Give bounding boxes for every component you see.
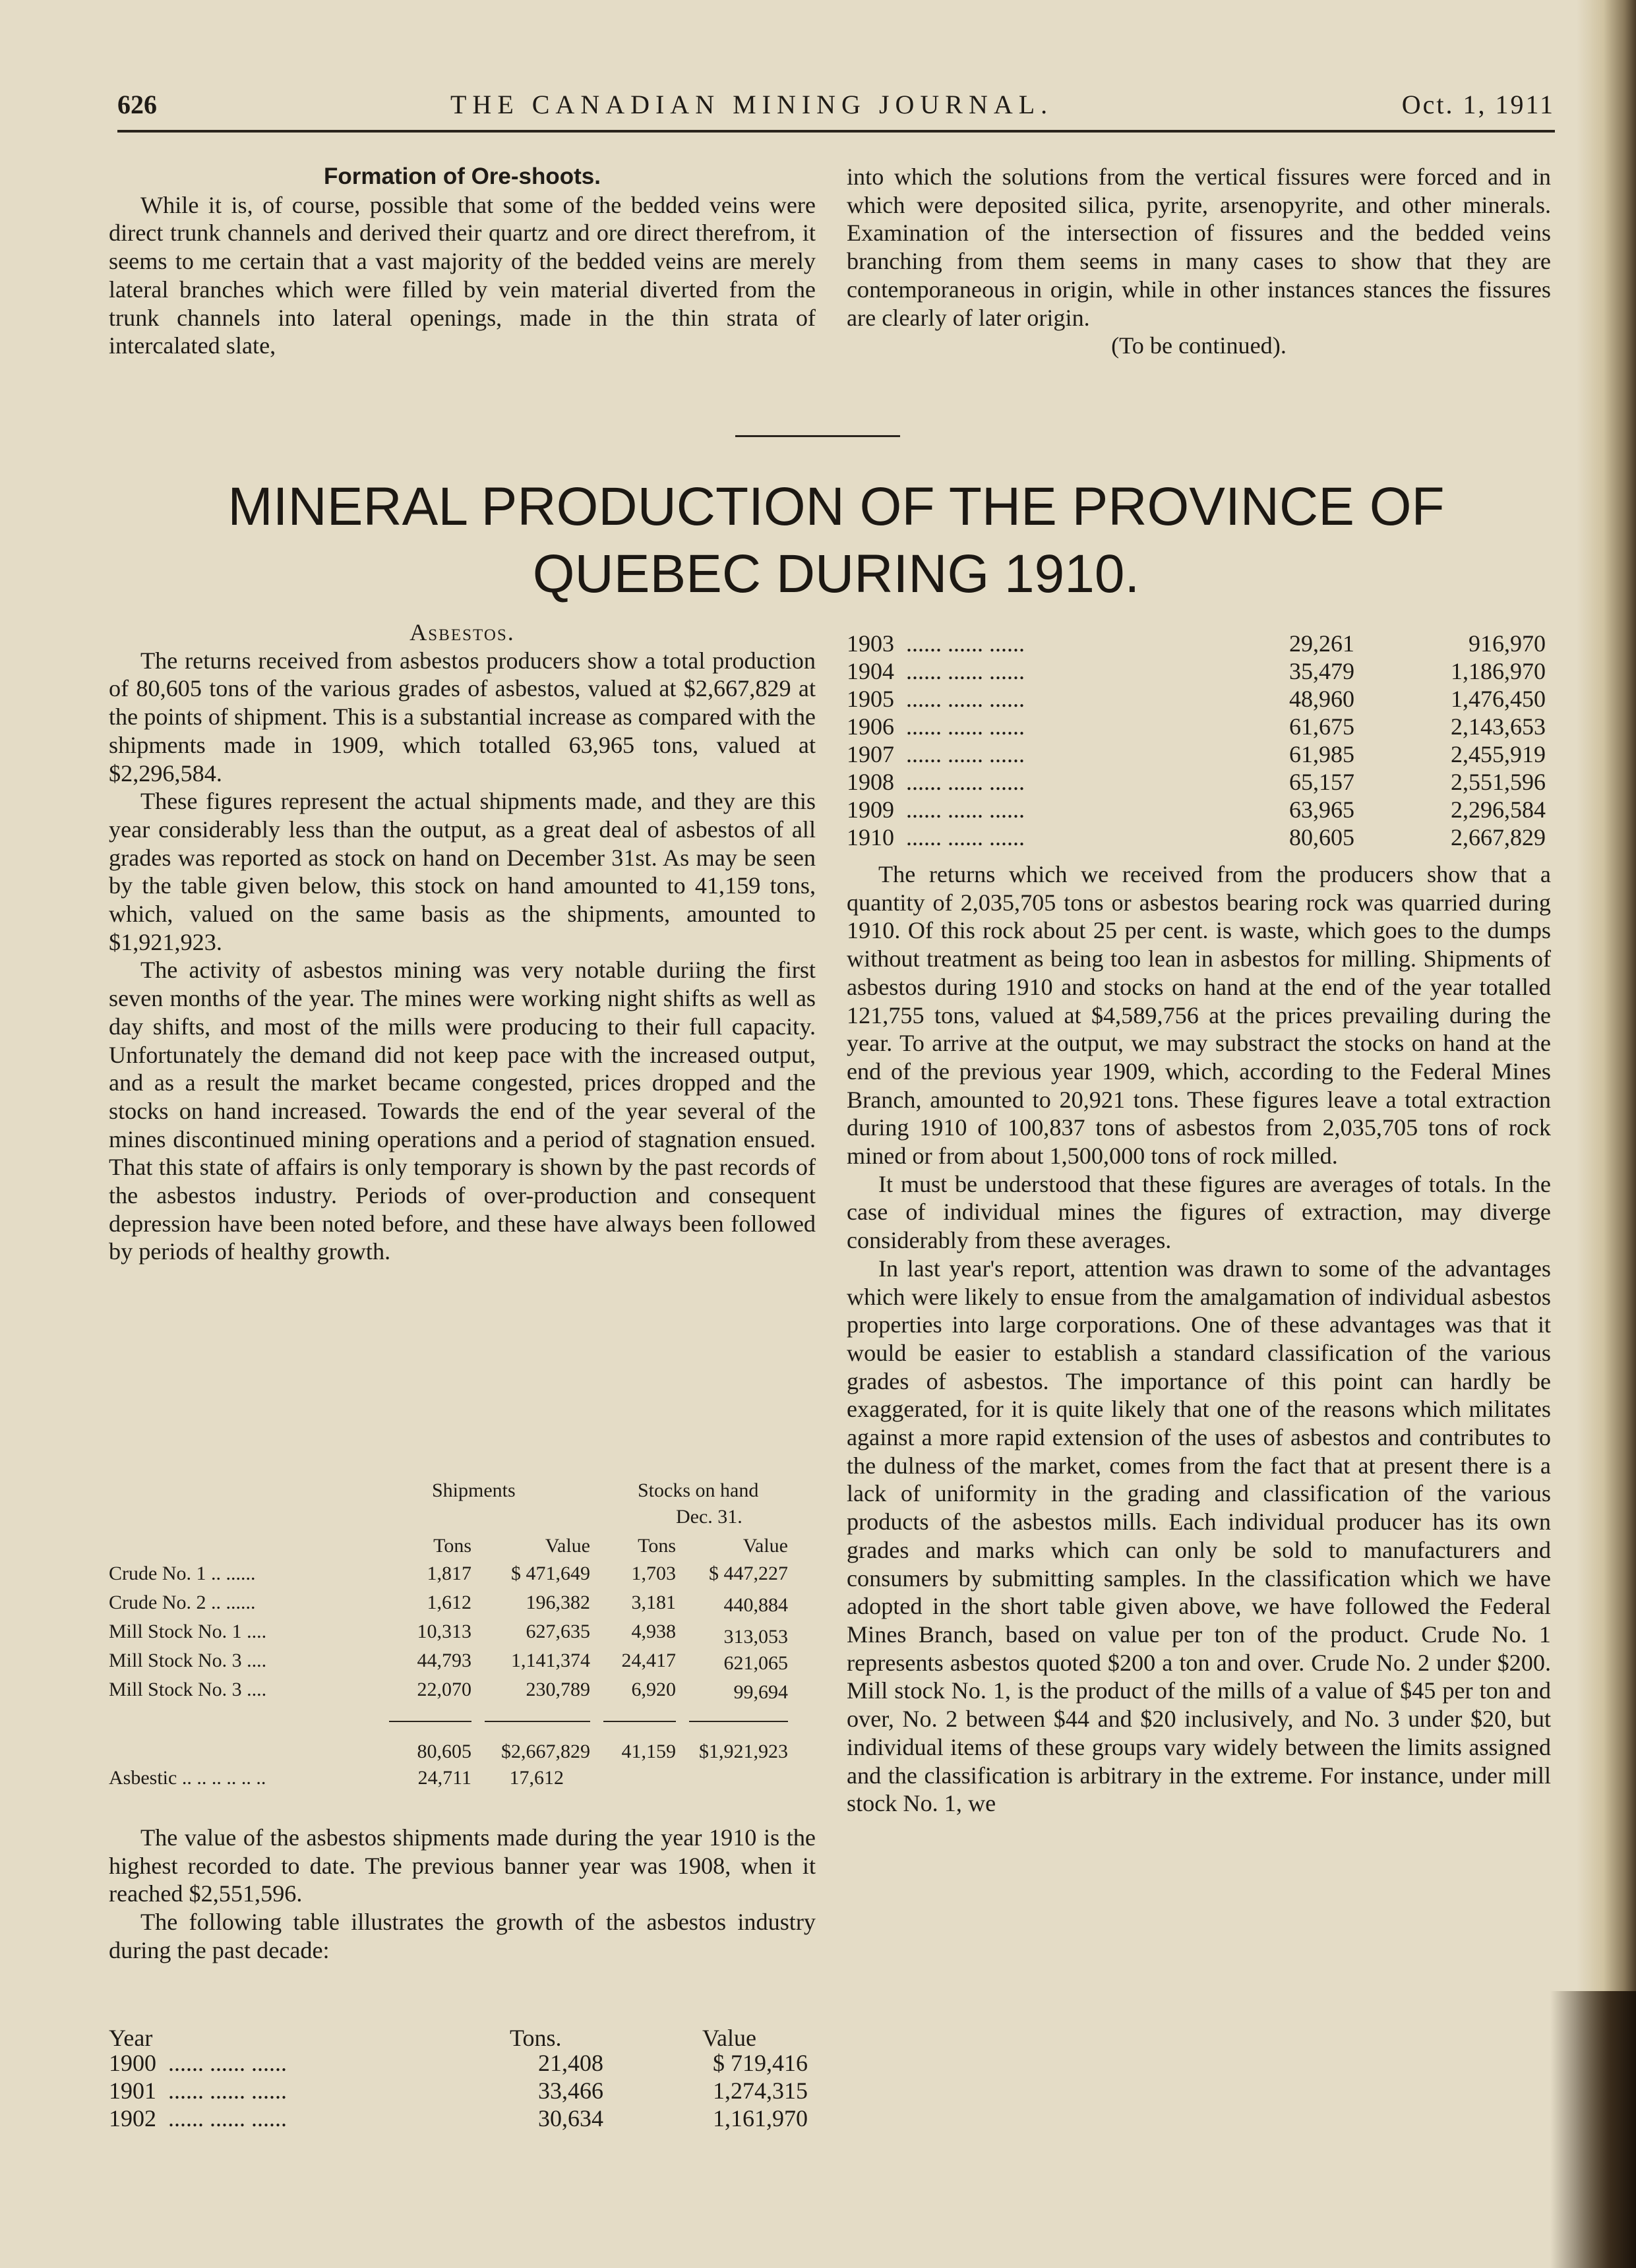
title-line-1: MINERAL PRODUCTION OF THE PROVINCE OF (227, 477, 1445, 537)
paragraph: In last year's report, attention was drawn to some of the advantages which were likely to ensue from the amalgamation of individual asbestos properties into large corporations. One of these advantages was that it would be easier to establish a standard classification of the various grades of asbestos. The importance of this point can hardly be exaggerated, for it is quite likely that one of the reasons which militates against a more rapid extension of the uses of asbestos and contributes to the dulness of the market, comes from the fact that at present there is a lack of uniformity in the grading and classification of the various products of the asbestos mills. Each individual producer has its own grades and marks which can only be sold to manufacturers and consumers by submitting samples. In the classification which we have adopted in the short table given above, we have followed the Federal Mines Branch, based on value per ton of the product. Crude No. 1 represents asbestos quoted $200 a ton and over. Crude No. 2 under $200. Mill stock No. 1, is the product of the mills of a value of $45 per ton and over, No. 2 between $44 and $20 inclusively, and No. 3 under $20, but individual items of these groups vary widely between the limits assigned and the classification is arbitrary in the extreme. For instance, under mill stock No. 1, we (847, 1255, 1551, 1817)
paragraph: The returns received from asbestos producers show a total production of 80,605 tons of the various grades of asbestos, valued at $2,667,829 at the points of shipment. This is a substantial increase as compared with the shipments made in 1909, which totalled 63,965 tons, valued at $2,296,584. (109, 647, 816, 787)
tons-cell: 33,466 (538, 2077, 603, 2104)
total-cell: $2,667,829 (501, 1741, 590, 1762)
paragraph: These figures represent the actual shipments made, and they are this year considerably less than the output, as a great deal of asbestos of all grades was reported as stock on hand on December 31st. As may be seen by the table given below, this stock on hand amounted to 41,159 tons, which, valued on the same basis as the shipments, amounted to $1,921,923. (109, 788, 816, 955)
cell: 627,635 (526, 1621, 590, 1642)
year-cell: 1902 (109, 2105, 156, 2132)
column-header: Value (545, 1535, 590, 1557)
paragraph: While it is, of course, possible that some of the bedded veins were direct trunk channels and derived their quartz and ore direct therefrom, it seems to me certain that a vast majority of the bedded veins are merely lateral branches which were filled by vein material diverted from the trunk channels into lateral openings, made in the thin strata of intercalated slate, (109, 191, 816, 359)
page-edge-shadow (1577, 0, 1636, 2268)
year-cell: 1904 (847, 658, 894, 684)
header-rule (117, 130, 1555, 133)
grade-label: Mill Stock No. 3 .... (109, 1679, 267, 1700)
leader-dots: ...... ...... ...... (168, 2050, 287, 2076)
grade-label: Crude No. 1 .. ...... (109, 1563, 256, 1584)
value-cell: 916,970 (1469, 630, 1546, 657)
value-cell: 1,476,450 (1451, 686, 1546, 712)
cell: 1,141,374 (511, 1650, 590, 1671)
column-header: Value (742, 1535, 788, 1557)
year-cell: 1907 (847, 741, 894, 767)
cell: 1,817 (427, 1563, 471, 1584)
cell: 10,313 (417, 1621, 471, 1642)
value-cell: 1,186,970 (1451, 658, 1546, 684)
section-heading: Asbestos. (409, 619, 515, 645)
value-cell: 2,143,653 (1451, 713, 1546, 740)
leader-dots: ...... ...... ...... (168, 2077, 287, 2104)
cell: 99,694 (733, 1681, 788, 1703)
cell: 6,920 (631, 1679, 676, 1700)
value-cell: 2,551,596 (1451, 769, 1546, 795)
article-title (117, 473, 1555, 608)
total-cell: $1,921,923 (699, 1741, 788, 1762)
grade-label: Mill Stock No. 1 .... (109, 1621, 267, 1642)
total-rule (485, 1721, 590, 1722)
year-cell: 1909 (847, 796, 894, 823)
asbestos-grades-table (109, 1477, 821, 1800)
asbestos-left-column (109, 618, 816, 1266)
grade-label: Crude No. 2 .. ...... (109, 1592, 256, 1613)
cell: 621,065 (723, 1652, 788, 1674)
value-cell: 1,161,970 (713, 2105, 808, 2132)
group-header-date: Dec. 31. (676, 1506, 742, 1528)
cell: 3,181 (631, 1592, 676, 1613)
cell: $ 471,649 (511, 1563, 590, 1584)
continued-note: (To be continued). (1111, 332, 1287, 359)
title-line-2: QUEBEC DURING 1910. (532, 544, 1140, 604)
column-header: Tons (433, 1535, 471, 1557)
year-cell: 1903 (847, 630, 894, 657)
tons-cell: 35,479 (1289, 658, 1354, 684)
section-heading: Formation of Ore-shoots. (324, 164, 601, 189)
decade-table-part-1 (109, 2024, 821, 2136)
group-header-shipments: Shipments (432, 1479, 516, 1501)
article-separator (735, 435, 900, 437)
year-cell: 1906 (847, 713, 894, 740)
running-header (117, 89, 1555, 129)
leader-dots: ...... ...... ...... (906, 713, 1025, 740)
total-rule (389, 1721, 471, 1722)
leader-dots: ...... ...... ...... (906, 824, 1025, 850)
column-header: Year (109, 2025, 153, 2051)
tons-cell: 30,634 (538, 2105, 603, 2132)
leader-dots: ...... ...... ...... (906, 769, 1025, 795)
total-rule (689, 1721, 788, 1722)
year-cell: 1900 (109, 2050, 156, 2076)
paragraph: The returns which we received from the producers show that a quantity of 2,035,705 tons or asbestos bearing rock was quarried during 1910. Of this rock about 25 per cent. is waste, which goes to the dumps without treatment as being too lean in asbestos for milling. Shipments of asbestos during 1910 and stocks on hand at the end of the year totalled 121,755 tons, valued at $4,589,756 at the prices prevailing during the year. To arrive at the output, we may substract the stocks on hand at the end of the previous year 1909, which, according to the Federal Mines Branch, amounted to 20,921 tons. These figures leave a total extraction during 1910 of 100,837 tons of asbestos from 2,035,705 tons of rock mined or from about 1,500,000 tons of rock milled. (847, 861, 1551, 1170)
year-cell: 1901 (109, 2077, 156, 2104)
paragraph: It must be understood that these figures are averages of totals. In the case of individual mines the figures of extraction, may diverge considerably from these averages. (847, 1170, 1551, 1254)
grade-label: Mill Stock No. 3 .... (109, 1650, 267, 1671)
cell: $ 447,227 (709, 1563, 788, 1584)
paragraph: into which the solutions from the vertical fissures were forced and in which were deposited silica, pyrite, arsenopyrite, and other minerals. Examination of the intersection of fissures and the bedded veins branching from them seems in many cases to show that they are contemporaneous in origin, while in other instances stances the fissures are clearly of later origin. (847, 164, 1551, 331)
cell: 17,612 (509, 1767, 564, 1789)
cell: 24,711 (417, 1767, 471, 1789)
cell: 196,382 (526, 1592, 590, 1613)
decade-table-part-2 (847, 630, 1552, 860)
leader-dots: ...... ...... ...... (168, 2105, 287, 2132)
grade-label: Asbestic .. .. .. .. .. .. (109, 1767, 266, 1789)
value-cell: 1,274,315 (713, 2077, 808, 2104)
asbestos-left-column-continued (109, 1824, 816, 1965)
value-cell: 2,296,584 (1451, 796, 1546, 823)
issue-date: Oct. 1, 1911 (1401, 90, 1555, 119)
tons-cell: 63,965 (1289, 796, 1354, 823)
cell: 1,703 (631, 1563, 676, 1584)
paragraph: The value of the asbestos shipments made during the year 1910 is the highest recorded to date. The previous banner year was 1908, when it reached $2,551,596. (109, 1824, 816, 1907)
cell: 22,070 (417, 1679, 471, 1700)
paragraph: The activity of asbestos mining was very notable duriing the first seven months of the year. The mines were working night shifts as well as day shifts, and most of the mills were producing to their full capacity. Unfortunately the demand did not keep pace with the increased output, and as a result the market became congested, prices dropped and the stocks on hand increased. Towards the end of the year several of the mines discontinued mining operations and a period of stagnation ensued. That this state of affairs is only temporary is shown by the past records of the asbestos industry. Periods of over-production and consequent depression have been noted before, and these have always been followed by periods of healthy growth. (109, 957, 816, 1265)
binding-shadow (1550, 1991, 1636, 2268)
asbestos-right-column (847, 860, 1551, 1818)
ore-shoots-right-column (847, 163, 1551, 360)
cell: 44,793 (417, 1650, 471, 1671)
tons-cell: 29,261 (1289, 630, 1354, 657)
total-cell: 80,605 (417, 1741, 471, 1762)
cell: 4,938 (631, 1621, 676, 1642)
tons-cell: 65,157 (1289, 769, 1354, 795)
tons-cell: 80,605 (1289, 824, 1354, 850)
value-cell: 2,667,829 (1451, 824, 1546, 850)
paragraph: The following table illustrates the growth of the asbestos industry during the past decade: (109, 1909, 816, 1963)
cell: 230,789 (526, 1679, 590, 1700)
group-header-stocks: Stocks on hand (638, 1479, 759, 1501)
cell: 1,612 (427, 1592, 471, 1613)
column-header: Value (702, 2025, 756, 2051)
total-rule (603, 1721, 676, 1722)
ore-shoots-left-column (109, 163, 816, 360)
column-header: Tons. (510, 2025, 562, 2051)
value-cell: 2,455,919 (1451, 741, 1546, 767)
year-cell: 1910 (847, 824, 894, 850)
tons-cell: 21,408 (538, 2050, 603, 2076)
year-cell: 1908 (847, 769, 894, 795)
leader-dots: ...... ...... ...... (906, 658, 1025, 684)
cell: 24,417 (621, 1650, 676, 1671)
page-number: 626 (117, 90, 157, 119)
year-cell: 1905 (847, 686, 894, 712)
tons-cell: 48,960 (1289, 686, 1354, 712)
journal-title: THE CANADIAN MINING JOURNAL. (450, 90, 1054, 119)
value-cell: $ 719,416 (713, 2050, 808, 2076)
leader-dots: ...... ...... ...... (906, 741, 1025, 767)
column-header: Tons (638, 1535, 676, 1557)
leader-dots: ...... ...... ...... (906, 796, 1025, 823)
tons-cell: 61,985 (1289, 741, 1354, 767)
cell: 440,884 (723, 1594, 788, 1616)
leader-dots: ...... ...... ...... (906, 686, 1025, 712)
total-cell: 41,159 (621, 1741, 676, 1762)
leader-dots: ...... ...... ...... (906, 630, 1025, 657)
cell: 313,053 (723, 1626, 788, 1648)
tons-cell: 61,675 (1289, 713, 1354, 740)
